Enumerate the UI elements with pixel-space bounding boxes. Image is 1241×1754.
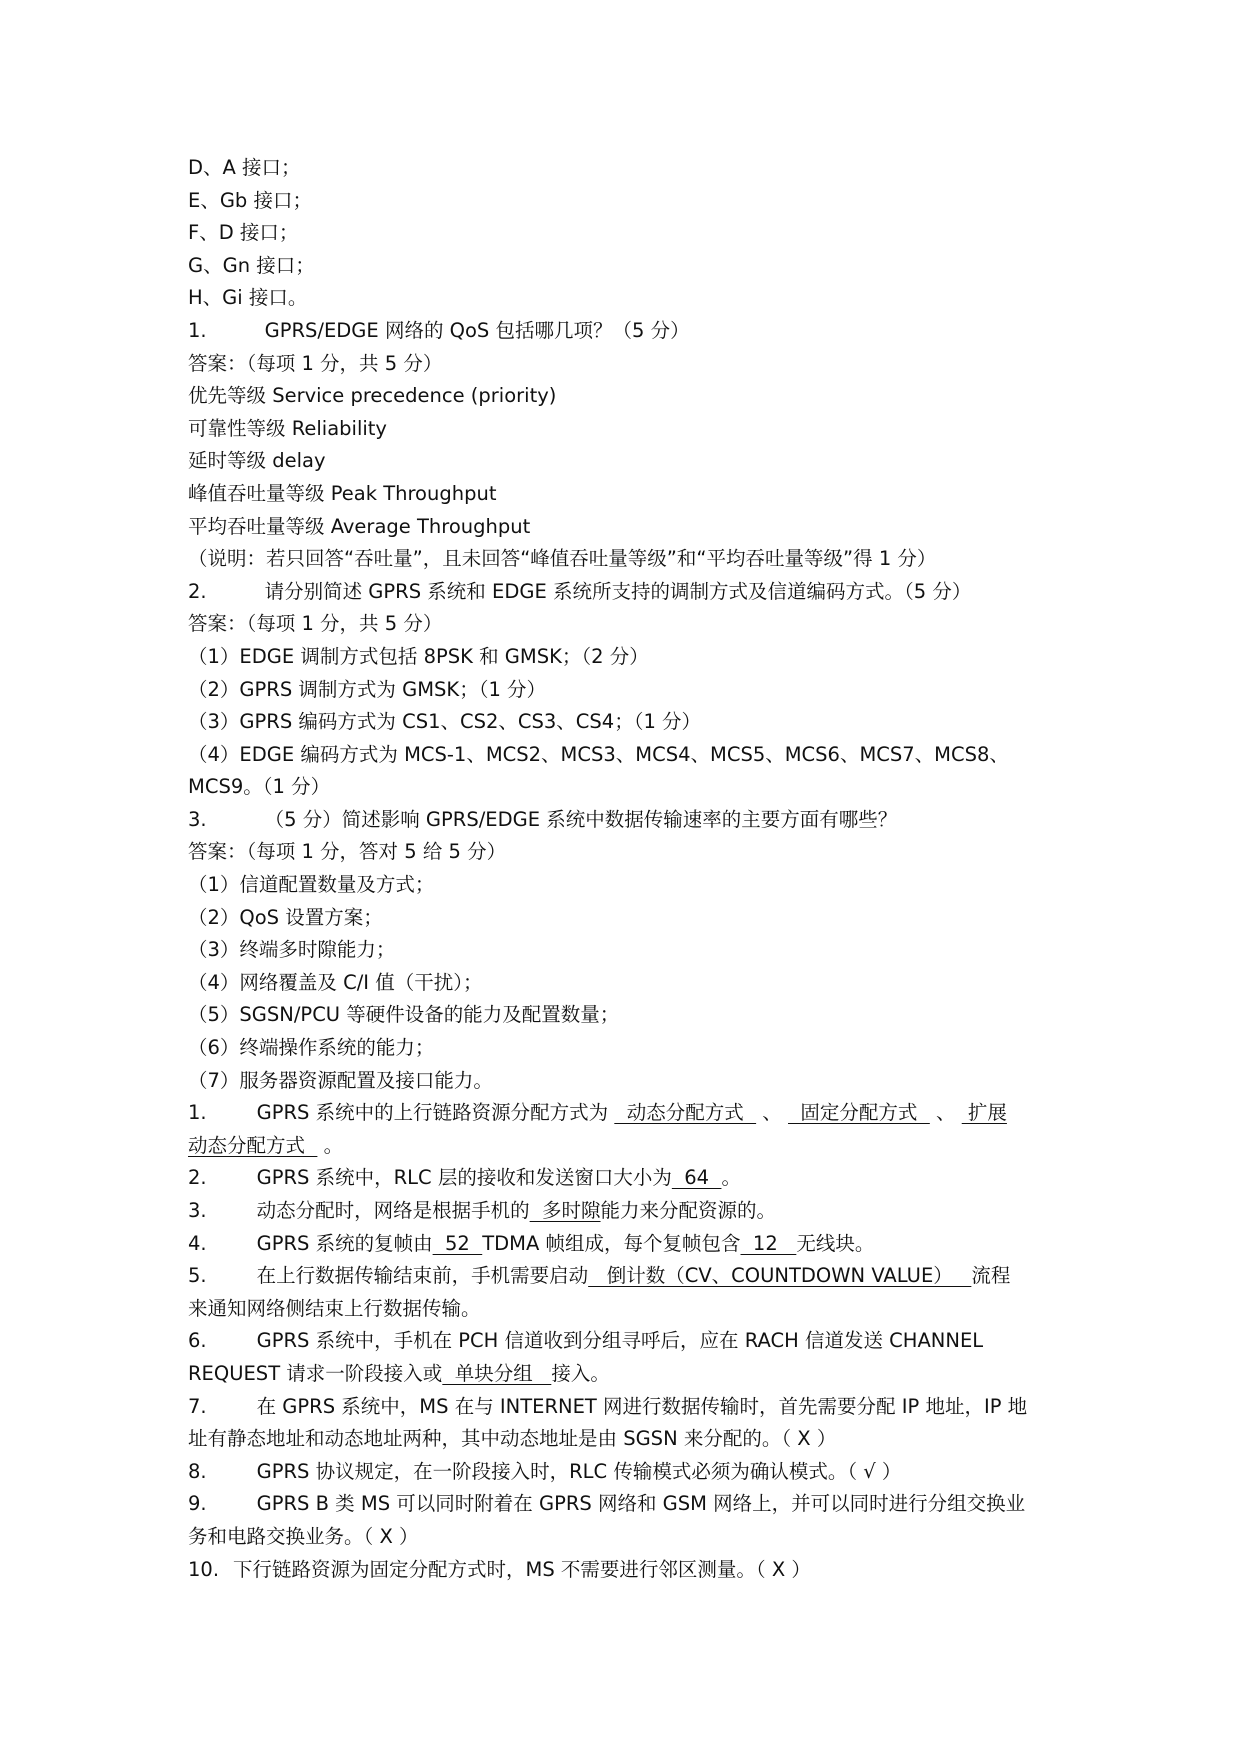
line-text (207, 1166, 741, 1189)
fill-in-answer: 动态分配方式 (614, 1101, 757, 1125)
line-text: 优先等级 Service precedence (priority) (188, 384, 557, 408)
text-segment: TDMA 帧组成，每个复帧包含 (482, 1231, 741, 1255)
text-line (188, 478, 1058, 511)
line-text: 下行链路资源为固定分配方式时，MS 不需要进行邻区测量。（ X ） (233, 1557, 811, 1581)
line-text: （4）网络覆盖及 C/I 值（干扰）； (188, 970, 483, 994)
item-number: 3. (188, 807, 207, 831)
text-line (188, 1358, 1058, 1391)
text-line (188, 706, 1058, 739)
text-line (188, 1391, 1058, 1424)
item-number: 9. (188, 1492, 207, 1516)
line-text: （6）终端操作系统的能力； (188, 1036, 435, 1060)
line-text: G、Gn 接口； (188, 253, 315, 277)
text-line (188, 1032, 1058, 1065)
item-number: 6. (188, 1329, 207, 1353)
line-text: （7）服务器资源配置及接口能力。 (188, 1068, 493, 1092)
item-number: 1. (188, 318, 207, 342)
text-line (188, 315, 1058, 348)
line-text (207, 1199, 776, 1222)
line-text: 峰值吞吐量等级 Peak Throughput (188, 481, 497, 505)
line-text: F、D 接口； (188, 221, 299, 245)
text-line (188, 1423, 1058, 1456)
text-line (188, 1293, 1058, 1326)
text-line (188, 934, 1058, 967)
item-number: 7. (188, 1394, 207, 1418)
line-text (207, 1232, 875, 1255)
text-line (188, 1195, 1058, 1228)
text-segment: 。 (317, 1133, 344, 1157)
text-segment: GPRS 系统中，RLC 层的接收和发送窗口大小为 (256, 1166, 672, 1190)
text-line (188, 1488, 1058, 1521)
fill-in-answer: 固定分配方式 (788, 1101, 930, 1125)
line-text: 平均吞吐量等级 Average Throughput (188, 514, 531, 538)
text-line (188, 185, 1058, 218)
fill-in-answer: 扩展 (961, 1101, 1007, 1125)
line-text (188, 1362, 610, 1385)
line-text: GPRS/EDGE 网络的 QoS 包括哪几项？（5 分） (264, 318, 690, 342)
text-segment: 动态分配时，网络是根据手机的 (256, 1199, 530, 1222)
fill-in-answer: 倒计数（CV、COUNTDOWN VALUE） (588, 1264, 972, 1288)
text-line (188, 576, 1058, 609)
line-text: （5 分）简述影响 GPRS/EDGE 系统中数据传输速率的主要方面有哪些？ (264, 807, 898, 831)
text-line (188, 999, 1058, 1032)
item-number: 3. (188, 1199, 207, 1222)
fill-in-answer: 52 (432, 1231, 483, 1255)
text-segment: 、 (929, 1101, 962, 1125)
line-text: （2）QoS 设置方案； (188, 905, 383, 929)
line-text: （说明：若只回答“吞吐量”，且未回答“峰值吞吐量等级”和“平均吞吐量等级”得 1 分） (188, 547, 937, 571)
line-text: （3）终端多时隙能力； (188, 938, 396, 962)
text-line (188, 641, 1058, 674)
line-text: 务和电路交换业务。（ X ） (188, 1524, 419, 1548)
line-text: 址有静态地址和动态地址两种，其中动态地址是由 SGSN 来分配的。（ X ） (188, 1427, 837, 1451)
text-line (188, 511, 1058, 544)
line-text (207, 1101, 1007, 1124)
text-line (188, 739, 1058, 772)
text-line (188, 902, 1058, 935)
text-segment: 、 (756, 1101, 789, 1125)
text-segment: REQUEST 请求一阶段接入或 (188, 1361, 443, 1385)
line-text (188, 1134, 343, 1157)
line-text: GPRS 系统中，手机在 PCH 信道收到分组寻呼后，应在 RACH 信道发送 CHANNEL (256, 1329, 984, 1353)
text-line (188, 1325, 1058, 1358)
item-number: 5. (188, 1264, 207, 1288)
text-line (188, 836, 1058, 869)
line-text: （5）SGSN/PCU 等硬件设备的能力及配置数量； (188, 1003, 620, 1027)
text-line (188, 1260, 1058, 1293)
line-text: GPRS B 类 MS 可以同时附着在 GPRS 网络和 GSM 网络上，并可以同时进行分组交换业 (256, 1492, 1026, 1516)
fill-in-answer: 动态分配方式 (188, 1133, 318, 1157)
line-text: GPRS 协议规定，在一阶段接入时，RLC 传输模式必须为确认模式。（ √ ） (256, 1459, 902, 1483)
text-line (188, 1521, 1058, 1554)
item-number: 1. (188, 1101, 207, 1125)
line-text: 在 GPRS 系统中，MS 在与 INTERNET 网进行数据传输时，首先需要分配 IP 地址，IP 地 (256, 1394, 1028, 1418)
text-line (188, 152, 1058, 185)
line-text: （2）GPRS 调制方式为 GMSK；（1 分） (188, 677, 547, 701)
text-line (188, 869, 1058, 902)
text-line (188, 804, 1058, 837)
text-segment: 。 (721, 1166, 741, 1190)
line-text (207, 1264, 1011, 1287)
fill-in-answer: 多时隙 (529, 1199, 601, 1222)
text-line (188, 380, 1058, 413)
text-segment: 接入。 (551, 1361, 610, 1385)
line-text: 答案：（每项 1 分，共 5 分） (188, 612, 443, 636)
item-number: 4. (188, 1231, 207, 1255)
text-line (188, 608, 1058, 641)
fill-in-answer: 单块分组 (442, 1361, 552, 1385)
line-text: （3）GPRS 编码方式为 CS1、CS2、CS3、CS4；（1 分） (188, 710, 702, 734)
text-line (188, 282, 1058, 315)
line-text: 请分别简述 GPRS 系统和 EDGE 系统所支持的调制方式及信道编码方式。（5 分） (264, 579, 972, 603)
line-text: （1）EDGE 调制方式包括 8PSK 和 GMSK；（2 分） (188, 644, 649, 668)
text-line (188, 348, 1058, 381)
line-text: H、Gi 接口。 (188, 286, 308, 310)
line-text: （4）EDGE 编码方式为 MCS-1、MCS2、MCS3、MCS4、MCS5、MCS6、MCS7、MCS8、 (188, 742, 1009, 766)
item-number: 2. (188, 579, 207, 603)
line-text: （1）信道配置数量及方式； (188, 873, 435, 897)
text-line (188, 1065, 1058, 1098)
fill-in-answer: 64 (671, 1166, 722, 1190)
text-line (188, 1162, 1058, 1195)
fill-in-answer: 12 (740, 1231, 797, 1255)
text-segment: 能力来分配资源的。 (600, 1199, 777, 1222)
line-text: 延时等级 delay (188, 449, 326, 473)
item-number: 2. (188, 1166, 207, 1190)
text-segment: 流程 (971, 1264, 1011, 1288)
text-segment: 无线块。 (796, 1231, 875, 1255)
text-line (188, 413, 1058, 446)
text-line (188, 250, 1058, 283)
line-text: 答案：（每项 1 分，共 5 分） (188, 351, 443, 375)
text-line (188, 1554, 1058, 1587)
line-text: MCS9。（1 分） (188, 775, 331, 799)
text-line (188, 771, 1058, 804)
text-line (188, 1130, 1058, 1163)
line-text: 来通知网络侧结束上行数据传输。 (188, 1296, 481, 1320)
line-text: D、A 接口； (188, 156, 301, 179)
text-line (188, 674, 1058, 707)
line-text: E、Gb 接口； (188, 188, 313, 212)
text-line (188, 217, 1058, 250)
text-line (188, 967, 1058, 1000)
item-number: 8. (188, 1459, 207, 1483)
text-line (188, 1228, 1058, 1261)
text-segment: GPRS 系统中的上行链路资源分配方式为 (256, 1101, 615, 1125)
text-line (188, 445, 1058, 478)
item-number: 10. (188, 1557, 220, 1581)
text-segment: GPRS 系统的复帧由 (256, 1231, 433, 1255)
line-text: 可靠性等级 Reliability (188, 416, 387, 440)
text-line (188, 543, 1058, 576)
text-line (188, 1097, 1058, 1130)
text-segment: 在上行数据传输结束前，手机需要启动 (256, 1264, 589, 1288)
line-text: 答案：（每项 1 分，答对 5 给 5 分） (188, 840, 507, 864)
document-body (188, 152, 1058, 1586)
text-line (188, 1456, 1058, 1489)
